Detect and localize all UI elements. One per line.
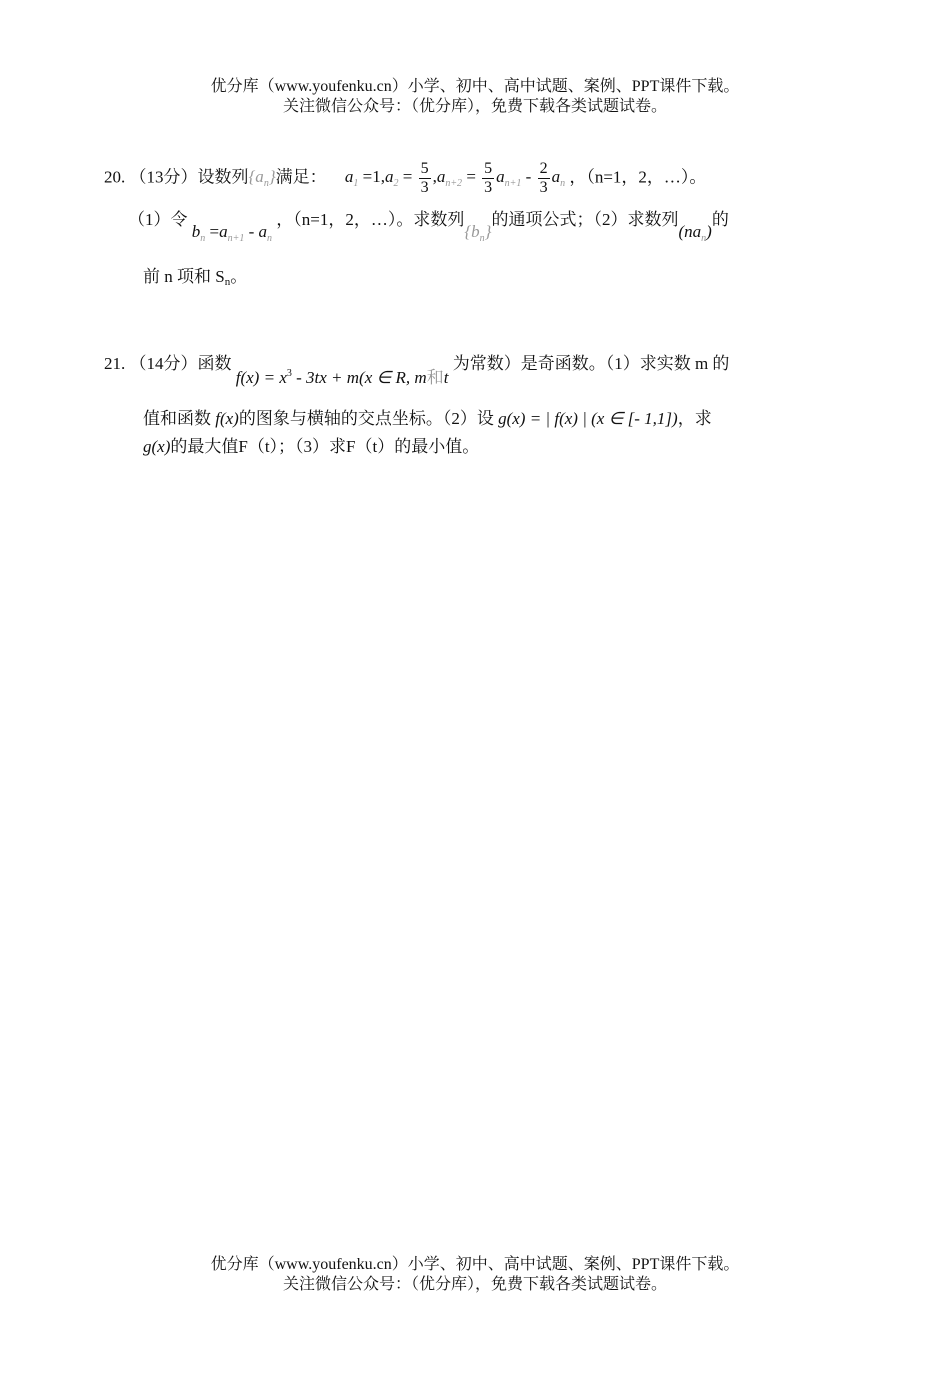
q20-range-1: ，（n=1，2，…）。 <box>569 167 707 187</box>
q20-satisfies: 满足： <box>275 167 327 187</box>
q21-line-2 <box>143 404 712 429</box>
q20-line3-end: 。 <box>230 267 248 286</box>
q20-seq-na: $(na_n)$ <box>678 222 712 244</box>
fraction-2-3: $\frac{2}{3}$ <box>539 160 548 196</box>
q20-line3-text: 前 n 项和 S <box>143 267 225 286</box>
q21-line2-mid: 的图象与横轴的交点坐标。（2）设 <box>238 409 499 428</box>
q21-function: $f(x) = x^3 - 3tx + m(x$ ∈ R, m和t <box>235 368 449 387</box>
q20-line-1 <box>104 160 706 197</box>
q21-line3-text: 的最大值F（t）；（3）求F（t）的最小值。 <box>170 437 480 456</box>
q21-line2-text: 值和函数 <box>143 409 216 428</box>
q20-line-2 <box>128 205 729 244</box>
q20-range-2: ，（n=1，2，…）。求数列 <box>276 210 465 229</box>
q21-gx: g(x) <box>143 437 171 456</box>
q21-fx: f(x) <box>215 409 239 428</box>
q21-intro: 函数 <box>197 354 232 373</box>
page-header <box>0 77 950 117</box>
q21-line1-end: 为常数）是奇函数。（1）求实数 m 的 <box>452 354 730 373</box>
page-footer <box>0 1255 950 1295</box>
fraction-5-3-b: $\frac{5}{3}$ <box>484 160 493 196</box>
header-line-1: 优分库（www.youfenku.cn）小学、初中、高中试题、案例、PPT课件下载。 <box>210 78 740 95</box>
q21-number: 21. <box>104 354 126 373</box>
footer-line-2: 关注微信公众号：（优分库），免费下载各类试题试卷。 <box>282 1276 667 1293</box>
q21-line-3 <box>143 432 479 457</box>
q21-score: （14分） <box>129 354 198 373</box>
q20-line-3 <box>143 262 247 288</box>
q20-part1-end: 的通项公式；（2）求数列 <box>491 210 679 229</box>
q20-intro: 设数列 <box>197 167 249 187</box>
q20-bn-formula: $b_n =a_{n+1} - a_n$ <box>191 222 273 244</box>
q21-line2-end: ，求 <box>677 409 712 428</box>
q20-number: 20. <box>104 167 126 187</box>
q20-score: （13分） <box>129 167 198 187</box>
q20-part1-label: （1）令 <box>128 210 188 229</box>
q20-part2-end: 的 <box>711 210 729 229</box>
q20-formula: $a_1 =1,a_2$ = $\frac{5}{3}$ $,a_{n+2}$ = $\frac{5}{3}$ $a_{n+1}$ - $\frac{2}{3}$ $a_n$ <box>344 160 566 196</box>
q20-seq-a: $\{a_n\}$ <box>248 167 276 190</box>
q21-line-1 <box>104 349 730 387</box>
q20-line3-sub: n <box>224 276 231 288</box>
fraction-5-3: $\frac{5}{3}$ <box>420 160 429 196</box>
q21-gx-def: g(x) = | f(x) | (x ∈ [- 1,1]) <box>498 409 678 428</box>
header-line-2: 关注微信公众号：（优分库），免费下载各类试题试卷。 <box>282 98 667 115</box>
q20-seq-b: $\{b_n\}$ <box>464 222 492 244</box>
footer-line-1: 优分库（www.youfenku.cn）小学、初中、高中试题、案例、PPT课件下载。 <box>210 1256 740 1273</box>
